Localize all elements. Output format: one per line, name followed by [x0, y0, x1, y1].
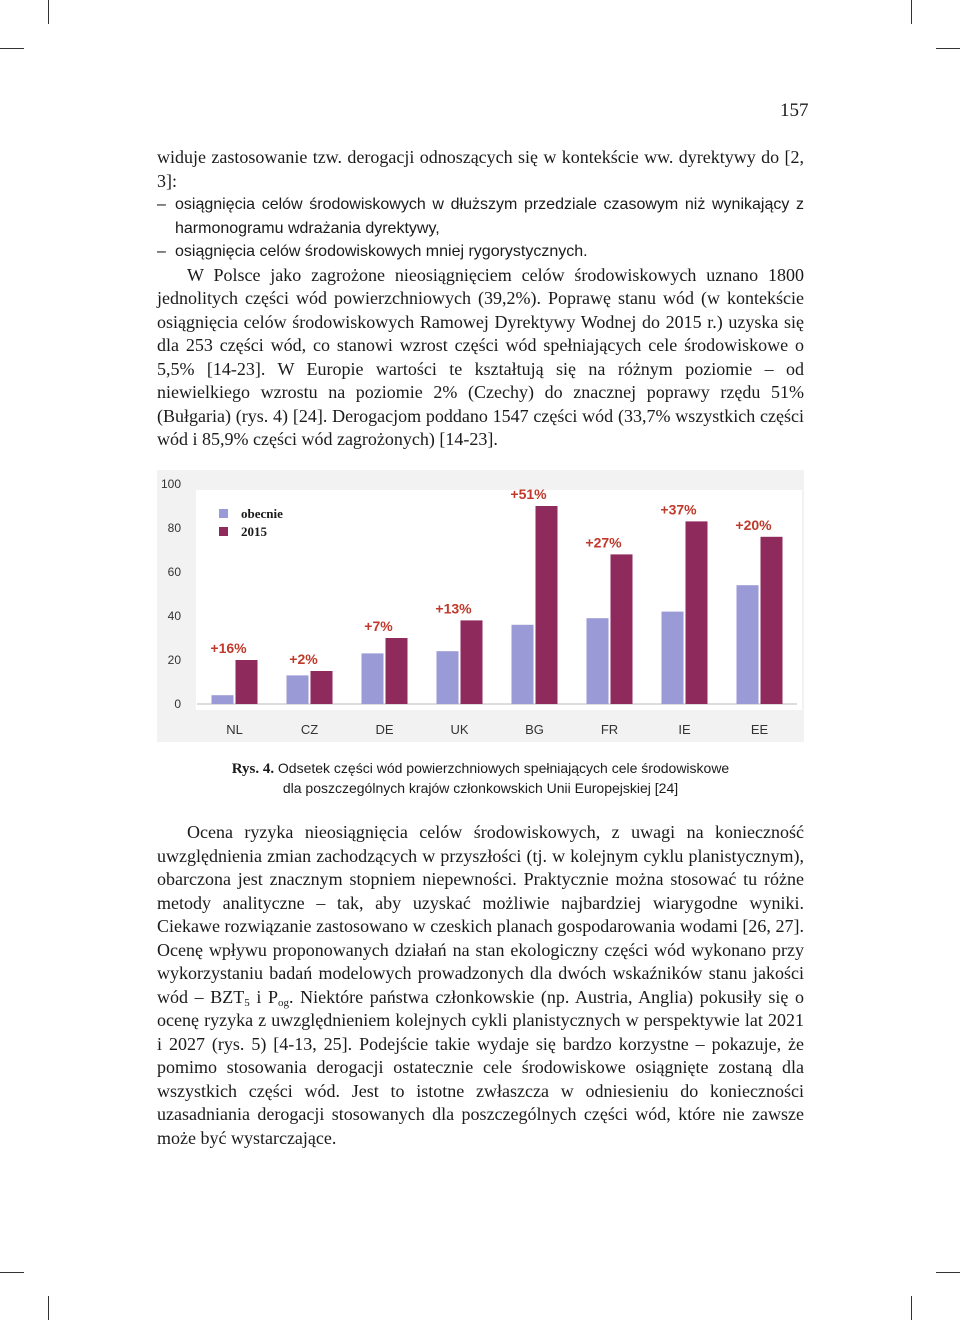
legend-label-obecnie: obecnie [241, 506, 283, 521]
y-tick-label: 100 [160, 477, 181, 491]
crop-mark-top-right-h [936, 48, 960, 49]
intro-block [157, 146, 804, 452]
bar-obecnie-UK [437, 651, 459, 704]
bar-2015-DE [386, 638, 408, 704]
y-tick-label: 40 [167, 609, 181, 623]
bar-2015-CZ [311, 671, 333, 704]
bar-obecnie-DE [362, 653, 384, 704]
conclusion-part-1: Ocena ryzyka nieosiągnięcia celów środowiskowych, z uwagi na konieczność uwzględnienia zmian zachodzących w przyszłości (tj. w kolejnym cyklu planistycznym), obarczona jest znacznym stopniem niepewności. Praktycznie można stosować tu różne metody analityczne – tak, aby uzyskać możliwie najbardziej wiarygodne wyniki. Ciekawe rozwiązanie zastosowano w czeskich planach gospodarowania wodami [26, 27]. Ocenę wpływu proponowanych działań na stan ekologiczny części wód wykonano przy wykorzystaniu badań modelowych prowadzonych dla dwóch wskaźników stanu jakości wód – BZT [157, 822, 804, 1007]
crop-mark-bottom-left-h [0, 1272, 24, 1273]
bar-chart [157, 470, 804, 742]
bar-2015-FR [611, 554, 633, 704]
poland-paragraph: W Polsce jako zagrożone nieosiągnięciem celów środowiskowych uznano 1800 jednolitych części wód powierzchniowych (39,2%). Poprawę stanu wód (w kontekście osiągnięcia celów środowiskowych Ramowej Dyrektywy Wodnej do 2015 r.) uzyska się dla 253 części wód, co stanowi wzrost części wód spełniających cele środowiskowe o 5,5% [14-23]. W Europie wartości te kształtują się na różnym poziomie – od niewielkiego wzrostu na poziomie 2% (Czechy) do znacznej poprawy rzędu 51% (Bułgaria) (rys. 4) [24]. Derogacjom poddano 1547 części wód (33,7% wszystkich części wód i 85,9% części wód zagrożonych) [14-23]. [157, 264, 804, 449]
bar-obecnie-EE [737, 585, 759, 704]
crop-mark-bottom-right [911, 1296, 912, 1320]
x-tick-label: BG [525, 722, 544, 737]
page-number: 157 [780, 100, 809, 121]
bar-2015-BG [536, 506, 558, 704]
derogation-item: – osiągnięcia celów środowiskowych mniej rygorystycznych. [157, 240, 804, 264]
crop-mark-bottom-left [48, 1296, 49, 1320]
p-subscript: og [278, 996, 290, 1009]
crop-mark-bottom-right-h [936, 1272, 960, 1273]
crop-mark-top-left-h [0, 48, 24, 49]
chart-svg [157, 470, 804, 742]
bar-obecnie-CZ [287, 675, 309, 704]
conclusion-part-3: . Niektóre państwa członkowskie (np. Austria, Anglia) pokusiły się o ocenę ryzyka z uwzględnieniem kolejnych cykli planistycznych w perspektywie lat 2021 i 2027 (rys. 5) [4-13, 25]. Podejście takie wydaje się bardzo korzystne – pokazuje, że pomimo stosowania derogacji ostatecznie cele środowiskowe osiągnięte zostaną dla wszystkich części wód. Jest to istotne zwłaszcza w odniesieniu do konieczności uzasadniania derogacji stosowanych dla poszczególnych części wód, które nie zawsze może być wystarczające. [157, 986, 805, 1148]
change-annotation-CZ: +2% [289, 651, 318, 667]
y-tick-label: 20 [167, 653, 181, 667]
conclusion-paragraph [157, 821, 804, 1150]
change-annotation-IE: +37% [660, 501, 697, 518]
bar-obecnie-BG [512, 625, 534, 704]
conclusion-block [157, 821, 804, 1150]
x-tick-label: IE [678, 722, 691, 737]
bar-2015-UK [461, 620, 483, 704]
x-tick-label: UK [450, 722, 469, 737]
change-annotation-FR: +27% [585, 534, 622, 551]
y-tick-label: 0 [174, 697, 181, 711]
legend-swatch-obecnie [219, 509, 228, 518]
y-tick-label: 60 [167, 565, 181, 579]
bar-obecnie-FR [587, 618, 609, 704]
conclusion-part-2: i P [249, 986, 279, 1007]
bzt-subscript: 5 [244, 996, 250, 1009]
figure-label: Rys. 4. [231, 761, 275, 777]
change-annotation-NL: +16% [210, 640, 247, 656]
change-annotation-DE: +7% [364, 618, 393, 634]
legend-swatch-2015 [219, 527, 228, 536]
x-tick-label: NL [226, 722, 243, 737]
x-tick-label: DE [375, 722, 394, 737]
caption-line-2: dla poszczególnych krajów członkowskich Unii Europejskiej [24] [282, 780, 679, 796]
y-tick-label: 80 [167, 521, 181, 535]
bar-2015-EE [761, 537, 783, 704]
change-annotation-BG: +51% [510, 486, 547, 502]
caption-line-1: Odsetek części wód powierzchniowych spełniających cele środowiskowe [277, 760, 730, 776]
crop-mark-top-left [48, 0, 49, 24]
x-tick-label: CZ [300, 722, 319, 737]
x-tick-label: FR [600, 722, 619, 737]
x-tick-label: EE [750, 722, 769, 737]
intro-line: widuje zastosowanie tzw. derogacji odnoszących się w kontekście ww. dyrektywy do [2, 3]: [157, 147, 804, 191]
derogation-item: – osiągnięcia celów środowiskowych w dłuższym przedziale czasowym niż wynikający z harmonogramu wdrażania dyrektywy, [157, 193, 804, 240]
bar-2015-IE [686, 521, 708, 704]
bar-obecnie-IE [662, 612, 684, 704]
figure-caption [157, 759, 804, 798]
change-annotation-EE: +20% [735, 516, 772, 533]
bar-2015-NL [236, 660, 258, 704]
crop-mark-top-right [911, 0, 912, 24]
change-annotation-UK: +13% [435, 600, 472, 617]
bar-obecnie-NL [212, 695, 234, 704]
derogation-list [157, 193, 804, 264]
legend-label-2015: 2015 [241, 524, 267, 539]
